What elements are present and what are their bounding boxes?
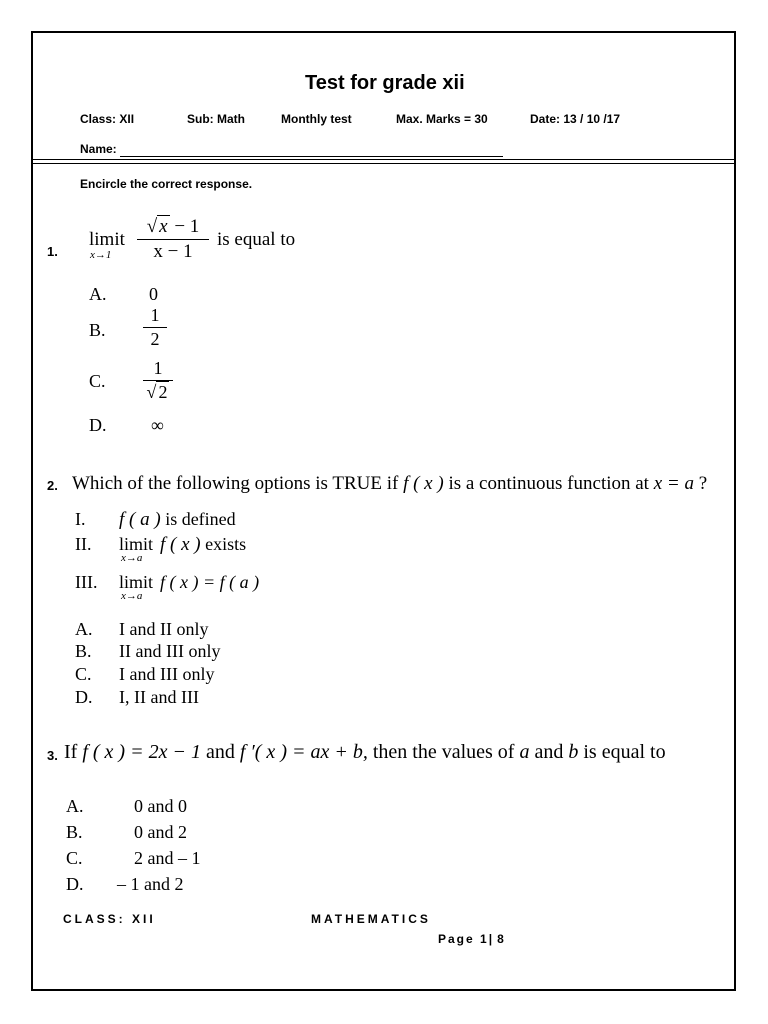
q1-option-c-num: 1 bbox=[153, 358, 163, 378]
q2-statement-2 bbox=[160, 534, 246, 556]
q3-option-b-text: 0 and 2 bbox=[134, 822, 187, 842]
q2-option-c-text: I and III only bbox=[119, 664, 215, 684]
subject-label: Sub: Math bbox=[187, 112, 245, 126]
q2-fx: f ( x ) bbox=[403, 473, 444, 494]
q1-limit-subscript: x→1 bbox=[90, 249, 112, 261]
q1-option-c-den: 2 bbox=[158, 382, 168, 402]
q1-fraction bbox=[137, 216, 209, 263]
q2-statement-1 bbox=[119, 509, 236, 531]
q3-fprime-definition: f ′( x ) = ax + b, bbox=[239, 741, 368, 763]
question-2-number: 2. bbox=[47, 478, 58, 493]
q3-option-a-text: 0 and 0 bbox=[134, 796, 187, 816]
footer-page-num: 1 bbox=[480, 932, 489, 946]
question-3-number: 3. bbox=[47, 748, 58, 763]
q2-statement-2-expr: f ( x ) bbox=[160, 534, 201, 555]
q1-denominator: x − 1 bbox=[153, 241, 193, 262]
footer-subject: MATHEMATICS bbox=[311, 912, 431, 926]
q3-text bbox=[64, 741, 666, 764]
q1-option-b-den: 2 bbox=[150, 329, 160, 349]
question-1-number: 1. bbox=[47, 244, 58, 259]
q1-option-c-fraction bbox=[143, 358, 173, 403]
q2-statement-3-roman: III. bbox=[75, 572, 98, 592]
q3-option-c-text: 2 and – 1 bbox=[134, 848, 201, 868]
q3-var-a: a bbox=[519, 741, 530, 763]
header-rule-top bbox=[33, 159, 734, 160]
q1-numerator bbox=[137, 216, 209, 238]
q1-option-a-value: 0 bbox=[149, 284, 158, 304]
q2-option-b-letter[interactable]: B. bbox=[75, 641, 92, 661]
q1-option-d-value: ∞ bbox=[151, 415, 164, 435]
q1-option-b-bar bbox=[143, 327, 167, 328]
footer-page bbox=[438, 932, 506, 946]
q3-option-b-letter[interactable]: B. bbox=[66, 822, 83, 842]
name-underline bbox=[120, 156, 503, 157]
q2-text-a: Which of the following options is TRUE if bbox=[72, 473, 399, 494]
q1-numerator-rest: − 1 bbox=[174, 216, 200, 237]
q3-option-d-letter[interactable]: D. bbox=[66, 874, 84, 894]
q2-statement-1-text: is defined bbox=[165, 509, 236, 529]
q3-tail-a: then the values of bbox=[372, 741, 515, 763]
footer-page-total: 8 bbox=[497, 932, 506, 946]
q1-tail-text: is equal to bbox=[217, 229, 296, 250]
q2-option-d-text: I, II and III bbox=[119, 687, 199, 707]
q2-option-c-letter[interactable]: C. bbox=[75, 664, 92, 684]
q2-statement-2-text: exists bbox=[205, 534, 247, 554]
q1-limit-word: limit bbox=[89, 229, 125, 250]
footer-page-sep: | bbox=[488, 932, 495, 946]
q2-qmark: ? bbox=[698, 473, 708, 494]
q1-option-c-letter[interactable]: C. bbox=[89, 371, 106, 391]
q2-option-a-letter[interactable]: A. bbox=[75, 619, 93, 639]
q3-option-c-letter[interactable]: C. bbox=[66, 848, 83, 868]
q3-option-d-text: – 1 and 2 bbox=[117, 874, 184, 894]
q1-option-b-num: 1 bbox=[150, 305, 160, 325]
sqrt-icon: √ bbox=[146, 382, 157, 402]
instruction-text: Encircle the correct response. bbox=[80, 177, 253, 191]
q2-statement-2-limit: limit bbox=[119, 534, 154, 554]
q2-statement-1-expr: f ( a ) bbox=[119, 509, 161, 530]
q2-option-a-text: I and II only bbox=[119, 619, 209, 639]
q1-option-a-letter[interactable]: A. bbox=[89, 284, 107, 304]
q1-sqrt-var: x bbox=[159, 216, 168, 237]
test-type-label: Monthly test bbox=[281, 112, 352, 126]
header-rule-bottom bbox=[33, 163, 734, 164]
q2-statement-1-roman: I. bbox=[75, 509, 86, 529]
q3-if: If bbox=[64, 741, 78, 763]
class-label: Class: XII bbox=[80, 112, 135, 126]
q1-option-c-den-wrap bbox=[143, 382, 173, 403]
q1-option-b-fraction bbox=[143, 305, 167, 350]
q3-f-definition: f ( x ) = 2x − 1 bbox=[82, 741, 201, 763]
sqrt-icon: √ bbox=[146, 216, 158, 237]
q2-statement-2-roman: II. bbox=[75, 534, 92, 554]
q3-var-b: b bbox=[568, 741, 579, 763]
q2-option-b-text: II and III only bbox=[119, 641, 221, 661]
q2-text bbox=[72, 473, 707, 495]
q2-text-b: is a continuous function at bbox=[448, 473, 649, 494]
q2-statement-3-limit: limit bbox=[119, 572, 154, 592]
q3-and: and bbox=[205, 741, 235, 763]
q1-option-b-letter[interactable]: B. bbox=[89, 320, 106, 340]
name-label: Name: bbox=[80, 142, 117, 156]
q3-and-2: and bbox=[534, 741, 564, 763]
footer-class: CLASS: XII bbox=[63, 912, 156, 926]
q2-option-d-letter[interactable]: D. bbox=[75, 687, 93, 707]
q1-fraction-bar bbox=[137, 239, 209, 240]
q2-statement-2-sub: x→a bbox=[121, 552, 143, 564]
q3-tail-b: is equal to bbox=[583, 741, 666, 763]
footer-page-word: Page bbox=[438, 932, 475, 946]
page-title: Test for grade xii bbox=[305, 72, 465, 94]
q2-statement-3-sub: x→a bbox=[121, 590, 143, 602]
q2-statement-3-expr: f ( x ) = f ( a ) bbox=[160, 572, 260, 592]
max-marks-label: Max. Marks = 30 bbox=[396, 112, 488, 126]
date-label: Date: 13 / 10 /17 bbox=[530, 112, 621, 126]
q1-option-d-letter[interactable]: D. bbox=[89, 415, 107, 435]
q3-option-a-letter[interactable]: A. bbox=[66, 796, 84, 816]
q2-condition: x = a bbox=[653, 473, 694, 494]
